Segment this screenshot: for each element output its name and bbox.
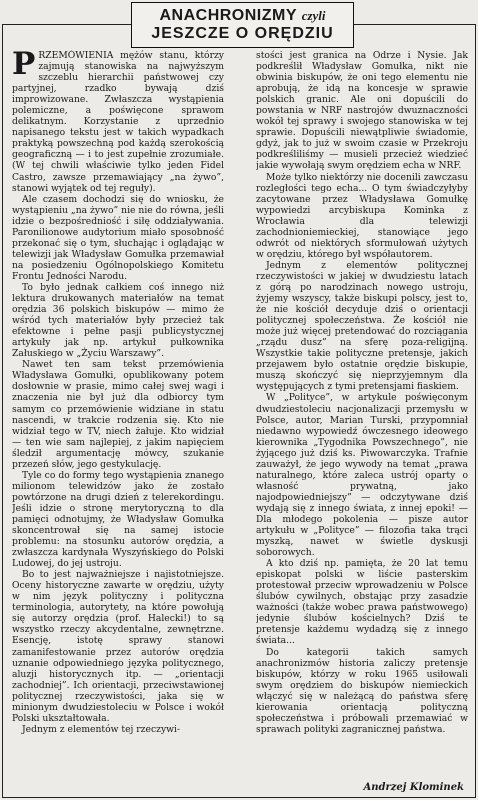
drop-cap: P bbox=[12, 50, 36, 82]
article-paragraph: Ale czasem dochodzi się do wniosku, że wystąpieniu „na żywo” nie nie do równa, jeśli idzie o bezpośredniość i siłę oddziaływania. Paronilionowe audytorium miało sposobność przekonać się o tym, słuchając i oglądając w telewizji jak Władysław Gomułka przemawiał na posiedzeniu Ogólnopolskiego Komitetu Frontu Jedności Narodu. bbox=[12, 193, 224, 282]
headline-line1 bbox=[132, 7, 353, 25]
headline-line2: JESZCZE O ORĘDZIU bbox=[151, 25, 334, 42]
article-paragraph: To było jednak całkiem coś innego niż lektura drukowanych materiałów na temat orędzia 36 polskich biskupów — mimo że wśród tych materiałów były przecież tak efektowne i pełne pasji publicystycznej artykuły jak np. artykuł pułkownika Załuskiego w „Życiu Warszawy”. bbox=[12, 281, 224, 360]
article-paragraph: Nawet ten sam tekst przemówienia Władysława Gomułki, opublikowany potem dosłownie w prasie, mimo całej swej wagi i znaczenia nie był już dla odbiorcy tym samym co przemówienie widziane in statu nascendi, w trakcie rodzenia się. Kto nie widział tego w TV, niech żałuje. Kto widział — ten wie sam najlepiej, z jakim napięciem śledził argumentację mówcy, szukanie przezeń słów, jego gestykulację. bbox=[12, 359, 224, 470]
article-paragraph: Jednym z elementów tej rzeczywi- bbox=[22, 723, 181, 735]
headline-box bbox=[131, 2, 354, 48]
article-paragraph: Tyle co do formy tego wystąpienia znanego milionom telewidzów jako że zostało powtórzone na drugi dzień z telerekordingu. Jeśli idzie o stronę merytoryczną to dla pamięci odnotujmy, że Władysław Gomułka skoncentrował się na samej istocie problemu: na stosunku autorów orędzia, a zwłaszcza kardynała Wyszyńskiego do Polski Ludowej, do jej ustroju. bbox=[12, 469, 224, 570]
article-paragraph: Może tylko niektórzy nie docenili zawczasu rozległości tego echa... O tym świadczyłyby zacytowane przez Władysława Gomułkę wypowiedzi arcybiskupa Kominka z Wrocławia dla telewizji zachodnioniemieckiej, stanowiące jego odwrót od niektórych sformułowań użytych w orędziu, którego był współautorem. bbox=[256, 171, 468, 260]
paragraph-text: RZEMÓWIENIA mężów stanu, którzy zajmują stanowiska na najwyższym szczeblu hierarchii państwowej czy partyjnej, rzadko bywają dziś improwizowane. Zwłaszcza wystąpienia polemiczne, a poświęcone sprawom delikatnym. Korzystanie z uprzednio napisanego tekstu jest w takich wypadkach praktyką powszechną pod każdą szerokością geograficzną — i to jest zupełnie zrozumiałe. (W tej chwili właściwie tylko jeden Fidel Castro, zawsze przemawiający „na żywo”, stanowi wyjątek od tej reguły). bbox=[12, 50, 224, 194]
article-paragraph: stości jest granica na Odrze i Nysie. Jak podkreślił Władysław Gomułka, nikt nie obwinia biskupów, że oni tego elementu nie aprobują, że idą na koncesje w sprawie polskich granic. Ale oni dopuścili do powstania w NRF nastrojów dwuznaczności wokół tej sprawy i swojego stanowiska w tej sprawie. Dopuścili niewątpliwie świadomie, gdyż, jak to już w swoim czasie w Przekroju podkreśliliśmy — musieli przecież wiedzieć jakie wywołają swym orędziem echa w NRF. bbox=[256, 50, 468, 172]
author-byline: Andrzej Klominek bbox=[363, 782, 464, 793]
article-paragraph bbox=[12, 50, 224, 194]
article-paragraph: A kto dziś np. pamięta, że 20 lat temu episkopat polski w liście pasterskim protestował przeciw wprowadzeniu w Polsce ślubów cywilnych, obstając przy zasadzie ważności (także wobec prawa państwowego) jedynie ślubów kościelnych? Dziś te pretensje każdemu wydadzą się z innego świata... bbox=[256, 558, 468, 647]
article-paragraph: Jednym z elementów politycznej rzeczywistości w jakiej w dwudziestu latach z górą po narodzinach nowego ustroju, żyjemy wszyscy, także biskupi polscy, jest to, że nie kościół decyduje dziś o orientacji politycznej społeczeństwa. Że kościół nie może już więcej pretendować do rozciągania „rządu dusz” na sferę poza-religijną. Wszystkie takie polityczne pretensje, jakich przejawem było ostatnie orędzie biskupie, muszą skończyć się nieprzyjemnym dla występujących z tymi pretensjami fiaskiem. bbox=[256, 259, 468, 393]
article-paragraph: Do kategorii takich samych anachronizmów historia zaliczy pretensje biskupów, którzy w roku 1965 usiłowali swym orędziem do biskupów niemieckich włączyć się w należącą do państwa sferę kierowania orientacją polityczną społeczeństwa i próbowali przemawiać w sprawach polityki zagranicznej państwa. bbox=[256, 646, 468, 735]
article-paragraph: W „Polityce”, w artykule poświęconym dwudziestoleciu nacjonalizacji przemysłu w Polsce, autor, Marian Turski, przypomniał niedawno wypowiedź ówczesnego ideowego kierownika „Tygodnika Powszechnego”, nie żyjącego już dziś ks. Piwowarczyka. Trafnie zauważył, że jego wywody na temat „prawa naturalnego, które zaleca ustrój oparty o własność prywatną, jako najodpowiedniejszy” — odczytywane dziś wydają się z innego świata, z innej epoki! — Dla młodego pokolenia — pisze autor artykułu w „Polityce” — filozofia taka trąci myszką, nawet w świetle dyskusji soborowych. bbox=[256, 392, 468, 559]
headline-main: ANACHRONIZMY bbox=[159, 7, 297, 24]
headline-czyli: czyli bbox=[301, 8, 326, 23]
article-paragraph: Bo to jest najważniejsze i najistotniejsze. Oceny historyczne zawarte w orędziu, użyty w nim język polityczny i polityczna terminologia, autorytety, na które powołują się autorzy orędzia (prof. Halecki!) to są wszystko rzeczy akcydentalne, zewnętrzne. Esencję, istotę sprawy stanowi zamanifestowanie przez autorów orędzia uznanie odpowiedniego języka politycznego, aluzji historycznych itp. — „orientacji zachodniej”. Ich orientacji, przeciwstawionej politycznej rzeczywistości, jaka się w minionym dwudziestoleciu w Polsce i wokół Polski ukształtowała. bbox=[12, 569, 224, 724]
article-column-right bbox=[256, 50, 468, 735]
article-column-left bbox=[12, 50, 224, 735]
